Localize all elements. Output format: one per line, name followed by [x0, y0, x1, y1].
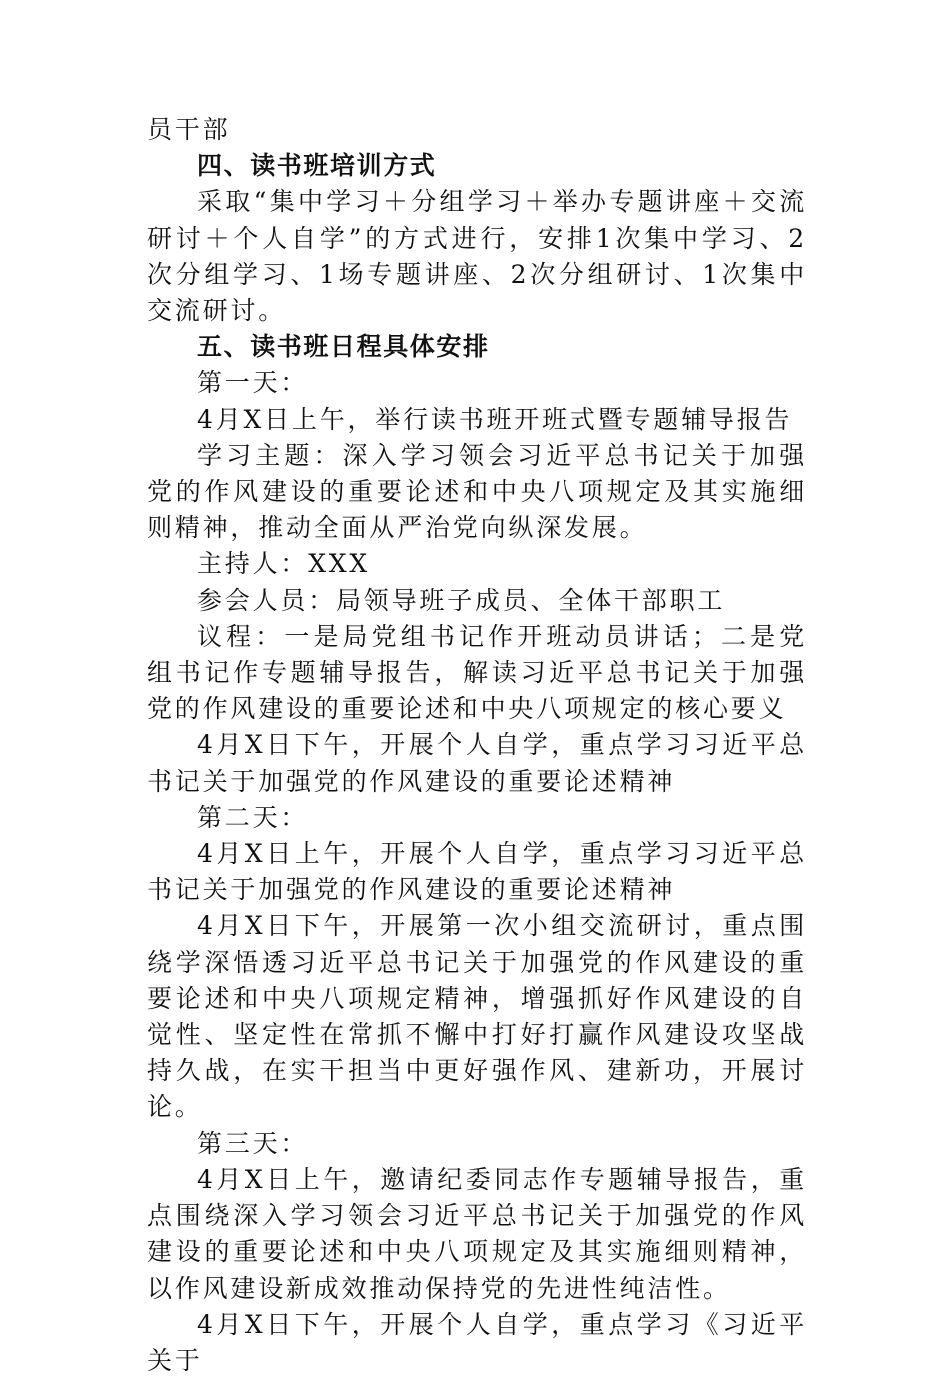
day-one-label: 第一天：: [197, 368, 309, 398]
day-one-morning: 4月X日上午，举行读书班开班式暨专题辅导报告: [197, 404, 793, 434]
section-heading-4: 四、读书班培训方式: [197, 151, 437, 181]
paragraph-training-method: 采取“集中学习＋分组学习＋举办专题讲座＋交流研讨＋个人自学”的方式进行，安排1次集中学习、2次分组学习、1场专题讲座、2次分组研讨、1次集中交流研讨。: [147, 187, 807, 326]
day-two-afternoon: 4月X日下午，开展第一次小组交流研讨，重点围绕学深悟透习近平总书记关于加强党的作风建设的重要论述和中央八项规定精神，增强抓好作风建设的自觉性、坚定性在常抓不懈中打好打赢作风建设攻坚战持久战，在实干担当中更好强作风、建新功，开展讨论。: [147, 911, 807, 1122]
day-two-morning: 4月X日上午，开展个人自学，重点学习习近平总书记关于加强党的作风建设的重要论述精神: [147, 839, 807, 905]
document-page: [147, 112, 807, 1379]
agenda: 议程：一是局党组书记作开班动员讲话；二是党组书记作专题辅导报告，解读习近平总书记关于加强党的作风建设的重要论述和中央八项规定的核心要义: [147, 621, 807, 724]
day-one-afternoon: 4月X日下午，开展个人自学，重点学习习近平总书记关于加强党的作风建设的重要论述精神: [147, 730, 807, 796]
paragraph-continuation: 员干部: [147, 115, 231, 144]
day-three-label: 第三天：: [197, 1128, 309, 1158]
day-three-afternoon: 4月X日下午，开展个人自学，重点学习《习近平关于: [147, 1309, 807, 1375]
day-two-label: 第二天：: [197, 802, 309, 832]
host: 主持人：XXX: [197, 549, 370, 579]
section-heading-5: 五、读书班日程具体安排: [197, 332, 490, 362]
day-three-morning: 4月X日上午，邀请纪委同志作专题辅导报告，重点围绕深入学习领会习近平总书记关于加强党的作风建设的重要论述和中央八项规定及其实施细则精神，以作风建设新成效推动保持党的先进性纯洁性。: [147, 1164, 807, 1303]
attendees: 参会人员：局领导班子成员、全体干部职工: [197, 585, 726, 615]
study-theme: 学习主题：深入学习领会习近平总书记关于加强党的作风建设的重要论述和中央八项规定及其实施细则精神，推动全面从严治党向纵深发展。: [147, 440, 807, 543]
